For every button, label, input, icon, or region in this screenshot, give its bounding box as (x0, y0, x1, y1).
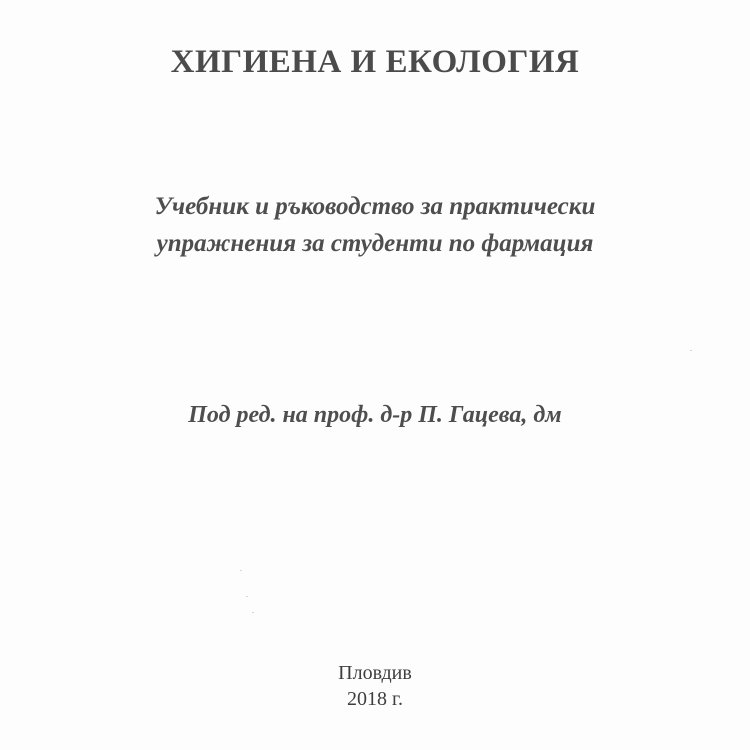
editor-credit: Под ред. на проф. д-р П. Гацева, дм (188, 402, 562, 428)
subtitle-line-2: упражнения за студенти по фармация (156, 230, 594, 257)
publication-year: 2018 г. (347, 688, 403, 710)
subtitle-line-1: Учебник и ръководство за практически (154, 193, 596, 220)
book-subtitle (0, 188, 750, 262)
publication-city: Пловдив (338, 662, 412, 684)
scan-speck (252, 612, 254, 613)
scan-speck (246, 596, 248, 597)
scan-speck (240, 570, 242, 571)
book-title: ХИГИЕНА И ЕКОЛОГИЯ (170, 44, 580, 80)
scan-speck (690, 350, 692, 351)
imprint (0, 660, 750, 712)
